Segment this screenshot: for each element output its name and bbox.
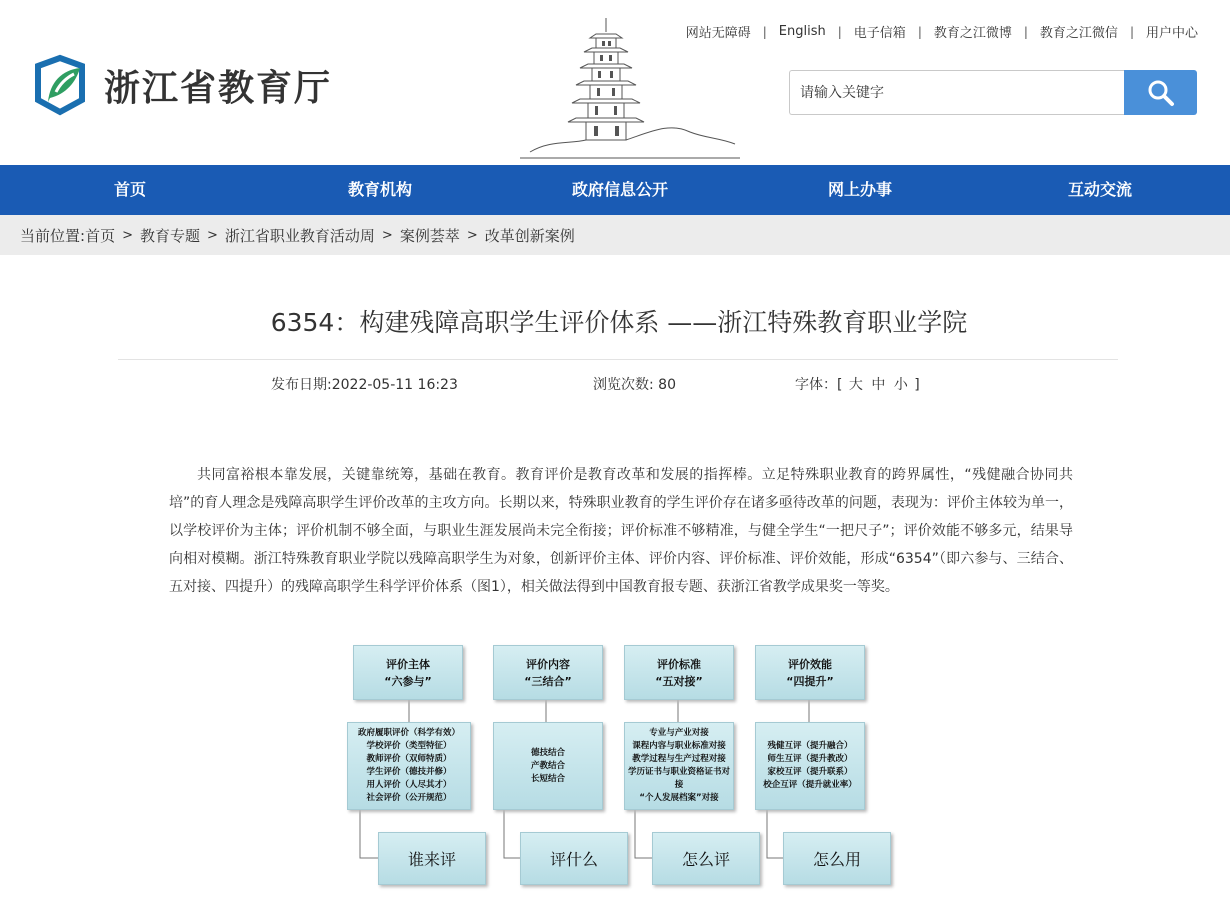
font-size-label: 字体：[ [795,377,843,393]
font-size-large[interactable]: 大 [848,377,863,393]
font-size-small[interactable]: 小 [893,377,908,393]
figure-bottom-box-what: 评什么 [520,832,628,885]
breadcrumb-separator: > [381,227,393,243]
font-size-close: ] [914,377,920,393]
site-logo[interactable] [30,52,332,118]
breadcrumb-item-home[interactable]: 首页 [85,226,116,245]
nav-home[interactable]: 首页 [113,180,146,199]
title-divider [118,359,1118,360]
search-icon [1147,79,1175,107]
nav-online-services[interactable]: 网上办事 [827,180,892,199]
publish-date [271,374,458,394]
figure-bottom-box-how-use: 怎么用 [783,832,891,885]
accessibility-link[interactable]: 网站无障碍 [685,26,751,41]
article-title: 6354：构建残障高职学生评价体系 ——浙江特殊教育职业学院 [270,308,968,337]
view-count [593,374,676,394]
figure-mid-box-subject: 政府履职评价（科学有效） 学校评价（类型特征） 教师评价（双师特质） 学生评价（德技并修） 用人评价（人尽其才） 社会评价（公开规范） [347,722,471,810]
nav-gov-info[interactable]: 政府信息公开 [571,180,668,199]
figure-bottom-box-how-evaluate: 怎么评 [652,832,760,885]
breadcrumb-separator: > [466,227,478,243]
breadcrumb-separator: > [122,227,133,243]
figure-top-box-standard: 评价标准 “五对接” [624,645,734,700]
breadcrumb-item-topics[interactable]: 教育专题 [139,226,200,245]
font-size-switcher [795,374,920,394]
breadcrumb-prefix: 当前位置: [20,226,86,245]
figure-bottom-box-who: 谁来评 [378,832,486,885]
figure-mid-box-efficacy: 残健互评（提升融合） 师生互评（提升教改） 家校互评（提升联系） 校企互评（提升就业率） [755,722,865,810]
site-name: 浙江省教育厅 [104,66,333,109]
article-paragraph: 共同富裕根本靠发展，关键靠统筹，基础在教育。教育评价是教育改革和发展的指挥棒。立足特殊职业教育的跨界属性，“残健融合协同共培”的育人理念是残障高职学生评价改革的主攻方向。长期以来，特殊职业教育的学生评价存在诸多亟待改革的问题，表现为：评价主体较为单一，以学校评价为主体；评价机制不够全面，与职业生涯发展尚未完全衔接；评价标准不够精准，与健全学生“一把尺子”；评价效能不够多元，结果导向相对模糊。浙江特殊教育职业学院以残障高职学生为对象，创新评价主体、评价内容、评价标准、评价效能，形成“6354”（即六参与、三结合、五对接、四提升）的残障高职学生科学评价体系（图1），相关做法得到中国教育报专题、获浙江省教学成果奖一等奖。 [169,467,1073,595]
main-nav [0,165,1230,215]
email-link[interactable]: 电子信箱 [853,26,906,41]
nav-institutions[interactable]: 教育机构 [347,180,412,199]
view-count-label: 浏览次数: [593,377,654,393]
breadcrumb-item-reform-cases[interactable]: 改革创新案例 [484,226,575,245]
figure-top-box-efficacy: 评价效能 “四提升” [755,645,865,700]
site-header [0,0,1230,165]
figure-mid-box-content: 德技结合 产教结合 长短结合 [493,722,603,810]
weibo-link[interactable]: 教育之江微博 [933,26,1012,41]
publish-date-label: 发布日期: [271,377,332,393]
nav-interaction[interactable]: 互动交流 [1067,180,1132,199]
search-input[interactable] [789,70,1124,115]
breadcrumb-item-cases[interactable]: 案例荟萃 [399,226,460,245]
figure-top-box-content: 评价内容 “三结合” [493,645,603,700]
breadcrumb-separator: > [207,227,218,243]
publish-date-value: 2022-05-11 16:23 [331,377,458,393]
english-link[interactable]: English [778,24,826,39]
education-logo-icon [30,52,90,118]
user-center-link[interactable]: 用户中心 [1145,26,1198,41]
top-links: 网站无障碍 | English | 电子信箱 | 教育之江微博 | 教育之江微信 | 用户中心 [674,22,1210,41]
figure-top-box-subject: 评价主体 “六参与” [353,645,463,700]
view-count-value: 80 [658,377,676,393]
search-button[interactable] [1124,70,1197,115]
font-size-medium[interactable]: 中 [871,377,886,393]
evaluation-system-figure [330,640,900,895]
breadcrumb-item-vocational-week[interactable]: 浙江省职业教育活动周 [224,226,375,245]
breadcrumb [0,215,1230,255]
figure-mid-box-standard: 专业与产业对接 课程内容与职业标准对接 教学过程与生产过程对接 学历证书与职业资格证书对接 “个人发展档案”对接 [624,722,734,810]
wechat-link[interactable]: 教育之江微信 [1039,26,1118,41]
search-bar [789,70,1197,115]
